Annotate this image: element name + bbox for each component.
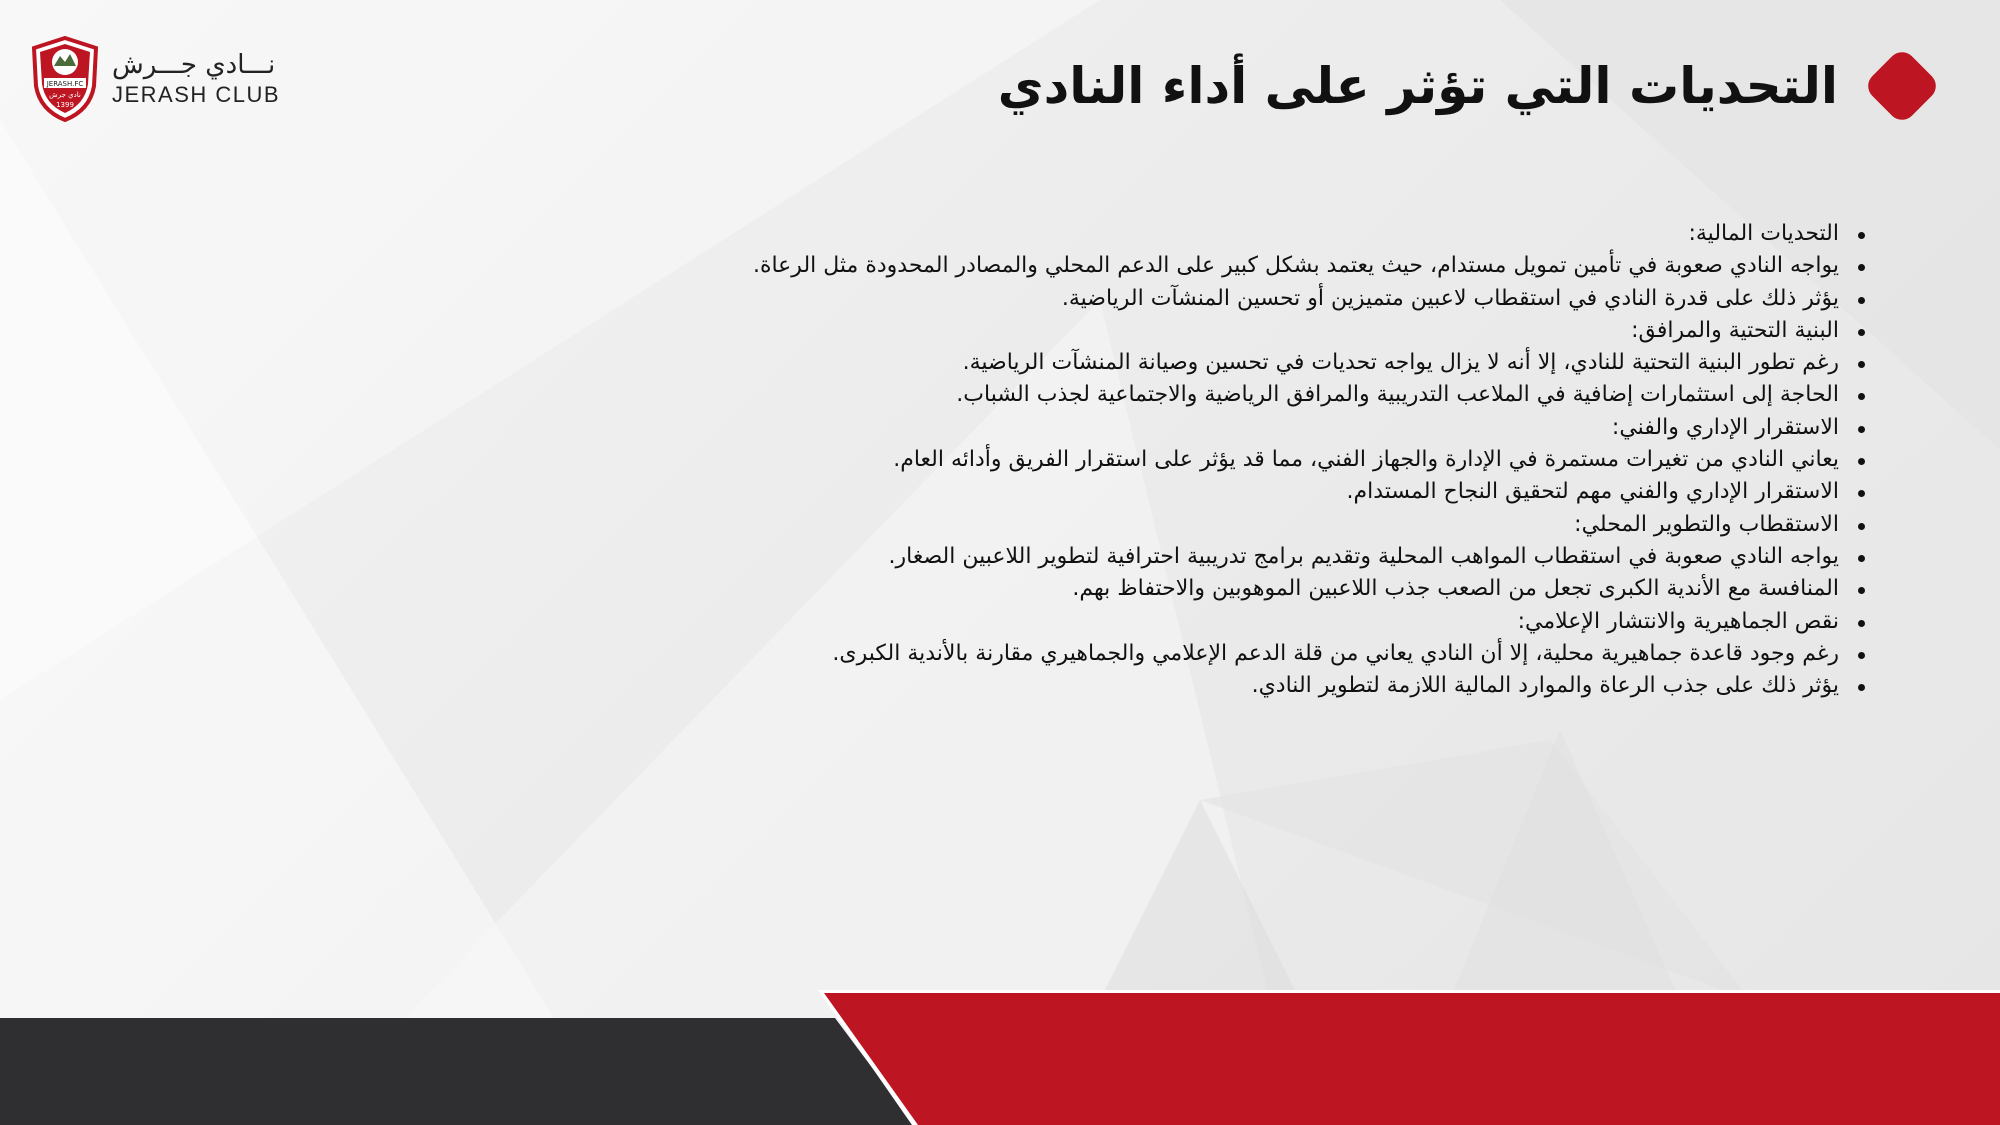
bullet-list: [565, 218, 1865, 702]
logo-name-english: JERASH CLUB: [112, 82, 281, 108]
red-band: [824, 993, 2000, 1125]
dark-band: [0, 1018, 915, 1125]
club-logo: [30, 36, 280, 122]
list-item: يعاني النادي من تغيرات مستمرة في الإدارة والجهاز الفني، مما قد يؤثر على استقرار الفريق وأدائه العام.: [565, 444, 1865, 476]
list-item: يؤثر ذلك على جذب الرعاة والموارد المالية اللازمة لتطوير النادي.: [565, 670, 1865, 702]
list-item: الحاجة إلى استثمارات إضافية في الملاعب التدريبية والمرافق الرياضية والاجتماعية لجذب الشباب.: [565, 379, 1865, 411]
list-item: رغم تطور البنية التحتية للنادي، إلا أنه لا يزال يواجه تحديات في تحسين وصيانة المنشآت الرياضية.: [565, 347, 1865, 379]
page-title: التحديات التي تؤثر على أداء النادي: [997, 57, 1838, 115]
list-item: البنية التحتية والمرافق:: [565, 315, 1865, 347]
club-crest-icon: [30, 36, 100, 122]
list-item: رغم وجود قاعدة جماهيرية محلية، إلا أن النادي يعاني من قلة الدعم الإعلامي والجماهيري مقارنة بالأندية الكبرى.: [565, 638, 1865, 670]
list-item: التحديات المالية:: [565, 218, 1865, 250]
list-item: يواجه النادي صعوبة في استقطاب المواهب المحلية وتقديم برامج تدريبية احترافية لتطوير اللاعبين الصغار.: [565, 541, 1865, 573]
list-item: يؤثر ذلك على قدرة النادي في استقطاب لاعبين متميزين أو تحسين المنشآت الرياضية.: [565, 283, 1865, 315]
list-item: الاستقرار الإداري والفني مهم لتحقيق النجاح المستدام.: [565, 476, 1865, 508]
list-item: الاستقرار الإداري والفني:: [565, 412, 1865, 444]
rounded-diamond-icon: [1856, 40, 1948, 132]
list-item: المنافسة مع الأندية الكبرى تجعل من الصعب جذب اللاعبين الموهوبين والاحتفاظ بهم.: [565, 573, 1865, 605]
list-item: الاستقطاب والتطوير المحلي:: [565, 509, 1865, 541]
list-item: نقص الجماهيرية والانتشار الإعلامي:: [565, 606, 1865, 638]
list-item: يواجه النادي صعوبة في تأمين تمويل مستدام، حيث يعتمد بشكل كبير على الدعم المحلي والمصادر المحدودة مثل الرعاة.: [565, 250, 1865, 282]
logo-text: [112, 51, 280, 108]
title-block: [998, 40, 1948, 132]
crest-top-text: JERASH.FC: [46, 80, 84, 88]
crest-mid-text: نادي جرش: [49, 91, 81, 99]
crest-year-text: 1399: [56, 101, 74, 109]
logo-name-arabic: نـــادي جـــرش: [112, 49, 276, 80]
content-area: [565, 218, 1865, 702]
